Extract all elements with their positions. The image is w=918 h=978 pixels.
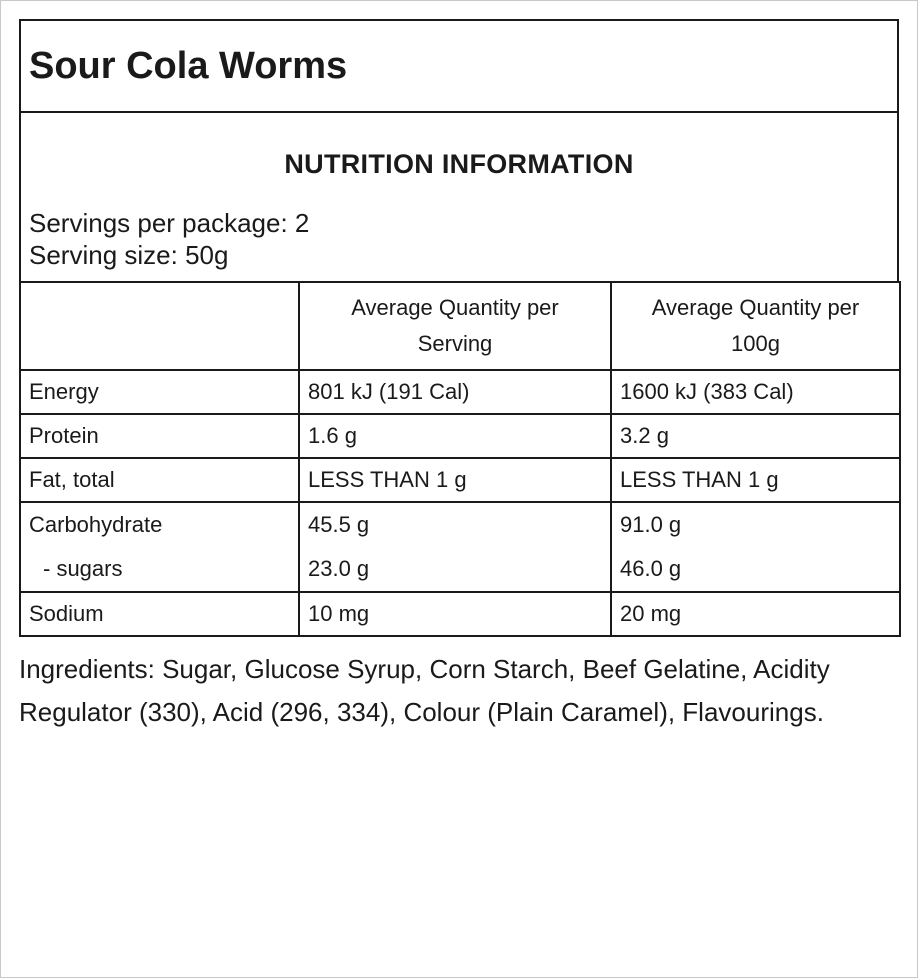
per-serving-value: LESS THAN 1 g [299, 458, 611, 502]
per-100g-value: 1600 kJ (383 Cal) [611, 370, 900, 414]
column-header-per-100g: Average Quantity per 100g [611, 282, 900, 370]
per-100g-value: 3.2 g [611, 414, 900, 458]
nutrient-label: Energy [20, 370, 299, 414]
table-row-fat [20, 458, 900, 502]
nutrition-info-header [19, 113, 899, 281]
table-row-carbohydrate [20, 502, 900, 592]
column-header-per-serving: Average Quantity per Serving [299, 282, 611, 370]
nutrition-table [19, 281, 901, 637]
servings-info [29, 207, 309, 271]
nutrition-panel [19, 19, 899, 637]
per-serving-value: 1.6 g [299, 414, 611, 458]
product-title-box [19, 19, 899, 113]
table-header-row [20, 282, 900, 370]
per-serving-value: 801 kJ (191 Cal) [299, 370, 611, 414]
serving-size: Serving size: 50g [29, 240, 229, 270]
per-100g-value: LESS THAN 1 g [611, 458, 900, 502]
sub-per-serving-value: 23.0 g [308, 556, 370, 581]
table-row-energy [20, 370, 900, 414]
table-row-sodium [20, 592, 900, 636]
per-100g-value: 20 mg [611, 592, 900, 636]
nutrient-label: Protein [20, 414, 299, 458]
per-100g-value: 91.0 g [620, 512, 682, 537]
ingredients-text: Ingredients: Sugar, Glucose Syrup, Corn Starch, Beef Gelatine, Acidity Regulator (330), Acid (296, 334), Colour (Plain Caramel), Flavourings. [19, 654, 830, 727]
column-header-nutrient [20, 282, 299, 370]
servings-per-package: Servings per package: 2 [29, 208, 310, 238]
nutrition-heading: NUTRITION INFORMATION [284, 149, 634, 179]
per-serving-value: 10 mg [299, 592, 611, 636]
per-serving-cell [299, 502, 611, 592]
nutrient-label: Sodium [20, 592, 299, 636]
table-row-protein [20, 414, 900, 458]
sub-nutrient-label: - sugars [43, 556, 123, 581]
sub-per-100g-value: 46.0 g [620, 556, 682, 581]
per-100g-cell [611, 502, 900, 592]
per-serving-value: 45.5 g [308, 512, 370, 537]
nutrient-label: Carbohydrate [29, 512, 163, 537]
nutrient-label: Fat, total [20, 458, 299, 502]
nutrient-label-cell [20, 502, 299, 592]
product-title: Sour Cola Worms [29, 44, 348, 87]
